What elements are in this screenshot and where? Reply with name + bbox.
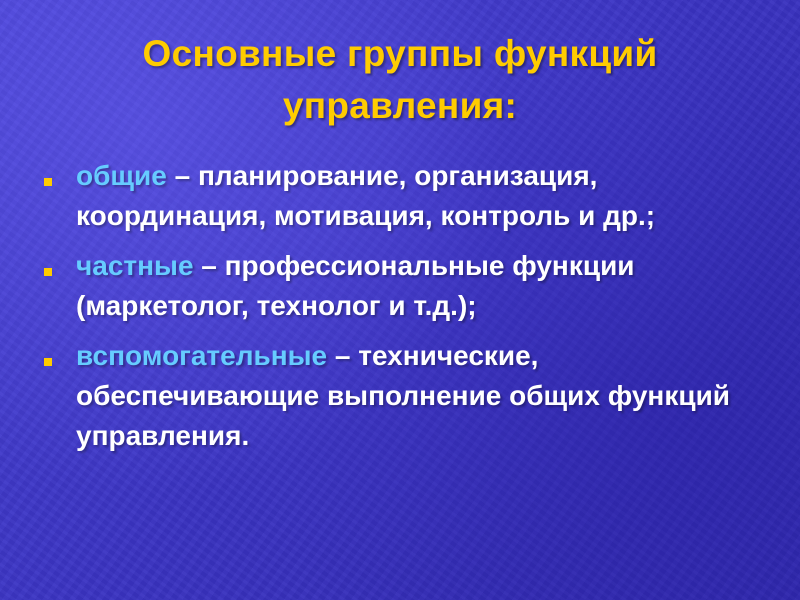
square-bullet-icon <box>44 268 52 276</box>
list-item-specific <box>38 246 758 326</box>
slide-title-line-1: Основные группы функций <box>142 33 658 74</box>
slide-title <box>0 28 800 132</box>
item-text-auxiliary: – технические, обеспечивающие выполнение общих функций управления. <box>76 340 730 451</box>
square-bullet-icon <box>44 178 52 186</box>
square-bullet-icon <box>44 358 52 366</box>
item-text-general: – планирование, организация, координация, мотивация, контроль и др.; <box>76 160 656 231</box>
list-item-auxiliary <box>38 336 758 456</box>
item-text-specific: – профессиональные функции (маркетолог, технолог и т.д.); <box>76 250 635 321</box>
term-specific: частные <box>76 250 194 281</box>
term-general: общие <box>76 160 167 191</box>
term-auxiliary: вспомогательные <box>76 340 328 371</box>
list-item-general <box>38 156 758 236</box>
function-groups-list <box>38 156 758 466</box>
slide-title-line-2: управления: <box>282 85 518 126</box>
